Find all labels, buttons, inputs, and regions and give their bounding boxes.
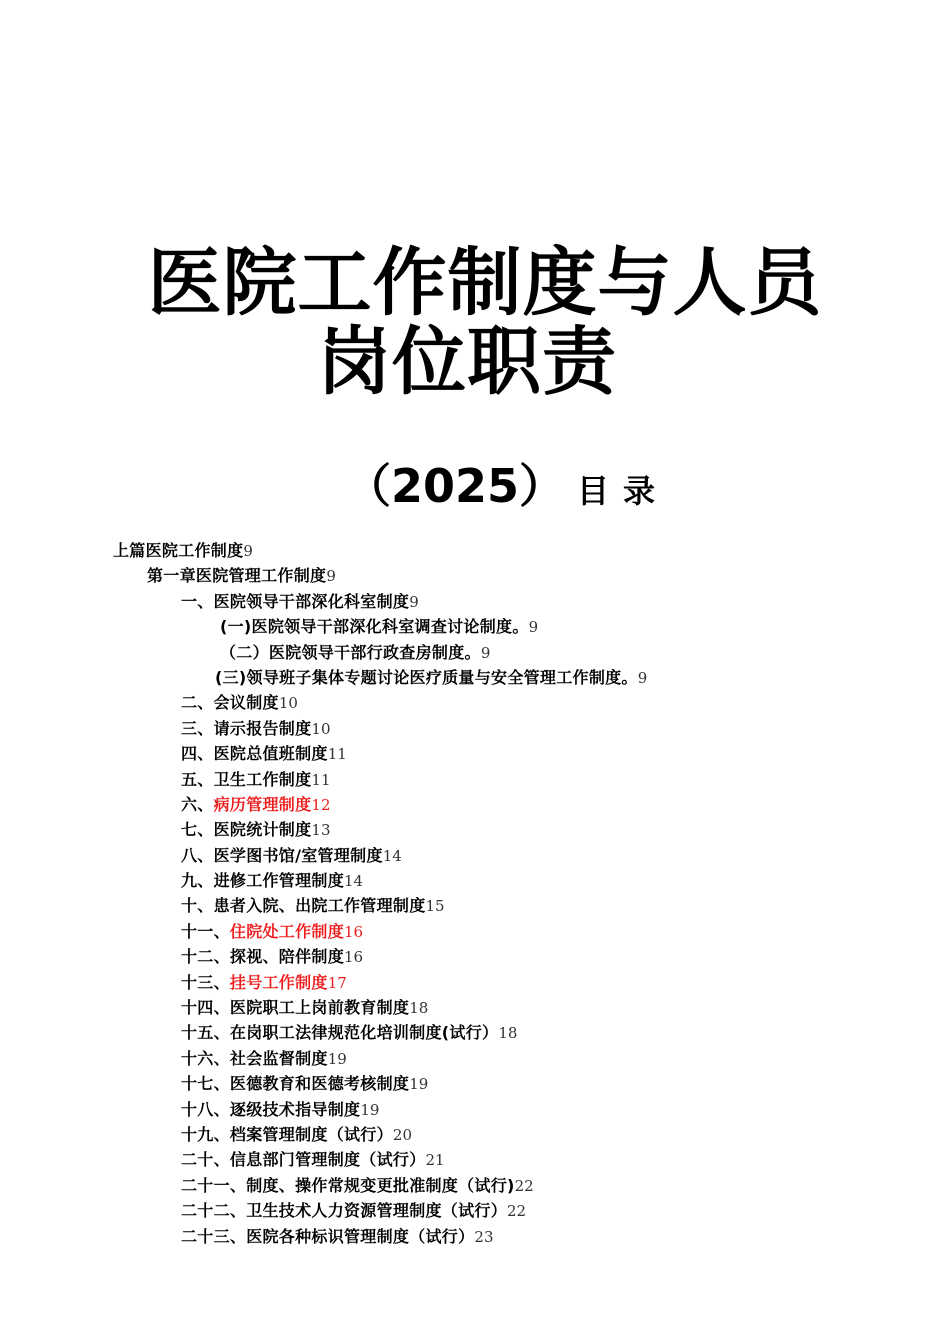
- toc-entry-label: 卫生技术人力资源管理制度（试行）: [246, 1201, 508, 1221]
- toc-entry[interactable]: [0, 1071, 950, 1096]
- toc-entry-prefix: 十四、: [181, 998, 230, 1018]
- toc-entry[interactable]: [0, 1122, 950, 1147]
- toc-entry-label: 医院总值班制度: [213, 744, 328, 764]
- toc-entry-page-number: 16: [344, 922, 364, 941]
- toc-entry-page-number: 11: [311, 770, 331, 789]
- toc-entry-label: 请示报告制度: [213, 718, 312, 738]
- toc-entry[interactable]: [0, 995, 950, 1020]
- toc-entry-label: 第一章医院管理工作制度: [147, 566, 327, 586]
- toc-entry-page-number: 19: [360, 1100, 380, 1119]
- toc-entry[interactable]: [0, 1224, 950, 1249]
- toc-entry-page-number: 15: [425, 897, 445, 916]
- toc-entry-prefix: 二十一、: [181, 1175, 247, 1195]
- toc-entry-page-number: 16: [344, 948, 364, 967]
- toc-entry[interactable]: [0, 563, 950, 588]
- toc-entry[interactable]: [0, 970, 950, 995]
- toc-entry-prefix: (一): [220, 617, 252, 637]
- toc-entry[interactable]: [0, 843, 950, 868]
- toc-entry[interactable]: [0, 919, 950, 944]
- toc-entry-page-number: 22: [514, 1176, 534, 1195]
- toc-entry-label: 医院领导干部深化科室制度: [213, 591, 410, 611]
- toc-entry[interactable]: [0, 893, 950, 918]
- toc-entry-prefix: 十六、: [181, 1048, 230, 1068]
- toc-entry-prefix: 八、: [181, 845, 214, 865]
- toc-entry-page-number: 13: [311, 821, 331, 840]
- toc-entry[interactable]: [0, 1097, 950, 1122]
- toc-entry-prefix: 二十、: [181, 1150, 230, 1170]
- toc-entry-prefix: 一、: [181, 591, 214, 611]
- toc-entry-label: 医院职工上岗前教育制度: [229, 998, 410, 1018]
- toc-entry-label: 在岗职工法律规范化培训制度(试行）: [229, 1023, 499, 1043]
- toc-entry-page-number: 10: [278, 694, 298, 713]
- toc-entry[interactable]: [0, 538, 950, 563]
- document-year: （2025）: [345, 459, 566, 513]
- toc-entry-prefix: （二）: [220, 642, 269, 662]
- toc-entry-page-number: 18: [498, 1024, 518, 1043]
- toc-entry-page-number: 22: [507, 1202, 527, 1221]
- toc-entry-label: 医院领导干部行政查房制度。: [268, 642, 481, 662]
- toc-entry-page-number: 17: [327, 973, 347, 992]
- toc-entry-page-number: 21: [425, 1151, 445, 1170]
- toc-entry-label: 医学图书馆/室管理制度: [213, 845, 383, 865]
- toc-entry-label: 住院处工作制度: [229, 921, 345, 941]
- toc-entry-label: 制度、操作常规变更批准制度（试行): [246, 1175, 515, 1195]
- toc-entry-label: 医院统计制度: [213, 820, 312, 840]
- toc-entry-page-number: 23: [474, 1227, 494, 1246]
- toc-entry-prefix: (三): [215, 667, 247, 687]
- toc-entry-label: 上篇医院工作制度: [113, 541, 244, 560]
- toc-entry-page-number: 9: [409, 592, 419, 611]
- toc-entry-label: 患者入院、出院工作管理制度: [213, 896, 426, 916]
- toc-entry[interactable]: [0, 944, 950, 969]
- table-of-contents: [0, 538, 950, 1249]
- toc-entry-prefix: 十、: [181, 896, 214, 916]
- toc-entry-label: 领导班子集体专题讨论医疗质量与安全管理工作制度。: [246, 667, 638, 687]
- toc-entry[interactable]: [0, 1198, 950, 1223]
- toc-entry-page-number: 14: [344, 872, 364, 891]
- toc-entry-label: 逐级技术指导制度: [229, 1099, 361, 1119]
- toc-entry-page-number: 9: [243, 542, 253, 560]
- toc-entry-prefix: 十九、: [181, 1124, 230, 1144]
- toc-entry-prefix: 七、: [181, 820, 214, 840]
- toc-entry-page-number: 9: [480, 643, 491, 662]
- toc-entry-page-number: 14: [382, 846, 402, 865]
- toc-entry-label: 医院各种标识管理制度（试行）: [246, 1226, 475, 1246]
- toc-entry-prefix: 二十二、: [181, 1201, 247, 1221]
- toc-entry[interactable]: [0, 1147, 950, 1172]
- toc-entry-prefix: 二十三、: [181, 1226, 247, 1246]
- document-subtitle: [345, 456, 669, 521]
- toc-entry[interactable]: [0, 1020, 950, 1045]
- toc-entry[interactable]: [0, 716, 950, 741]
- toc-entry-prefix: 十一、: [181, 921, 230, 941]
- toc-entry-prefix: 五、: [181, 769, 214, 789]
- toc-entry[interactable]: [0, 817, 950, 842]
- toc-entry-page-number: 9: [326, 567, 336, 586]
- toc-entry-page-number: 12: [311, 795, 331, 814]
- toc-entry[interactable]: [0, 741, 950, 766]
- toc-entry[interactable]: [0, 767, 950, 792]
- toc-entry-page-number: 9: [637, 668, 648, 687]
- toc-entry-page-number: 10: [311, 719, 331, 738]
- toc-entry-label: 信息部门管理制度（试行）: [229, 1150, 426, 1170]
- toc-entry-prefix: 十三、: [181, 972, 230, 992]
- toc-entry-label: 档案管理制度（试行）: [229, 1124, 393, 1144]
- toc-entry-label: 医院领导干部深化科室调查讨论制度。: [251, 617, 529, 637]
- toc-entry-prefix: 二、: [181, 693, 214, 713]
- toc-entry-prefix: 四、: [181, 744, 214, 764]
- toc-entry[interactable]: [0, 1173, 950, 1198]
- toc-entry-prefix: 九、: [181, 871, 214, 891]
- toc-entry-prefix: 十五、: [181, 1023, 230, 1043]
- toc-entry-label: 医德教育和医德考核制度: [229, 1074, 410, 1094]
- toc-entry-prefix: 十八、: [181, 1099, 230, 1119]
- toc-entry-page-number: 9: [528, 618, 539, 637]
- toc-entry-prefix: 十七、: [181, 1074, 230, 1094]
- toc-entry-prefix: 三、: [181, 718, 214, 738]
- toc-entry[interactable]: [0, 665, 950, 690]
- toc-entry-page-number: 18: [409, 999, 429, 1018]
- toc-entry[interactable]: [0, 589, 950, 614]
- toc-heading: 目录: [577, 472, 670, 510]
- toc-entry-page-number: 19: [327, 1049, 347, 1068]
- toc-entry-label: 卫生工作制度: [213, 769, 312, 789]
- toc-entry[interactable]: [0, 1046, 950, 1071]
- document-title-line-2: 岗位职责: [317, 319, 617, 405]
- toc-entry-prefix: 六、: [181, 794, 214, 814]
- toc-entry-label: 进修工作管理制度: [213, 871, 345, 891]
- toc-entry-label: 探视、陪伴制度: [229, 947, 345, 967]
- toc-entry-prefix: 十二、: [181, 947, 230, 967]
- toc-entry-page-number: 20: [392, 1125, 413, 1144]
- toc-entry-label: 社会监督制度: [229, 1048, 328, 1068]
- toc-entry-page-number: 19: [409, 1075, 429, 1094]
- toc-entry[interactable]: [0, 792, 950, 817]
- toc-entry-label: 会议制度: [213, 693, 279, 713]
- toc-entry-page-number: 11: [327, 745, 347, 764]
- document-title-line-1: 医院工作制度与人员: [147, 240, 823, 326]
- toc-entry-label: 病历管理制度: [213, 794, 312, 814]
- toc-entry[interactable]: [0, 868, 950, 893]
- toc-entry-label: 挂号工作制度: [229, 972, 328, 992]
- toc-entry[interactable]: [0, 640, 950, 665]
- toc-entry[interactable]: [0, 614, 950, 639]
- toc-entry[interactable]: [0, 690, 950, 715]
